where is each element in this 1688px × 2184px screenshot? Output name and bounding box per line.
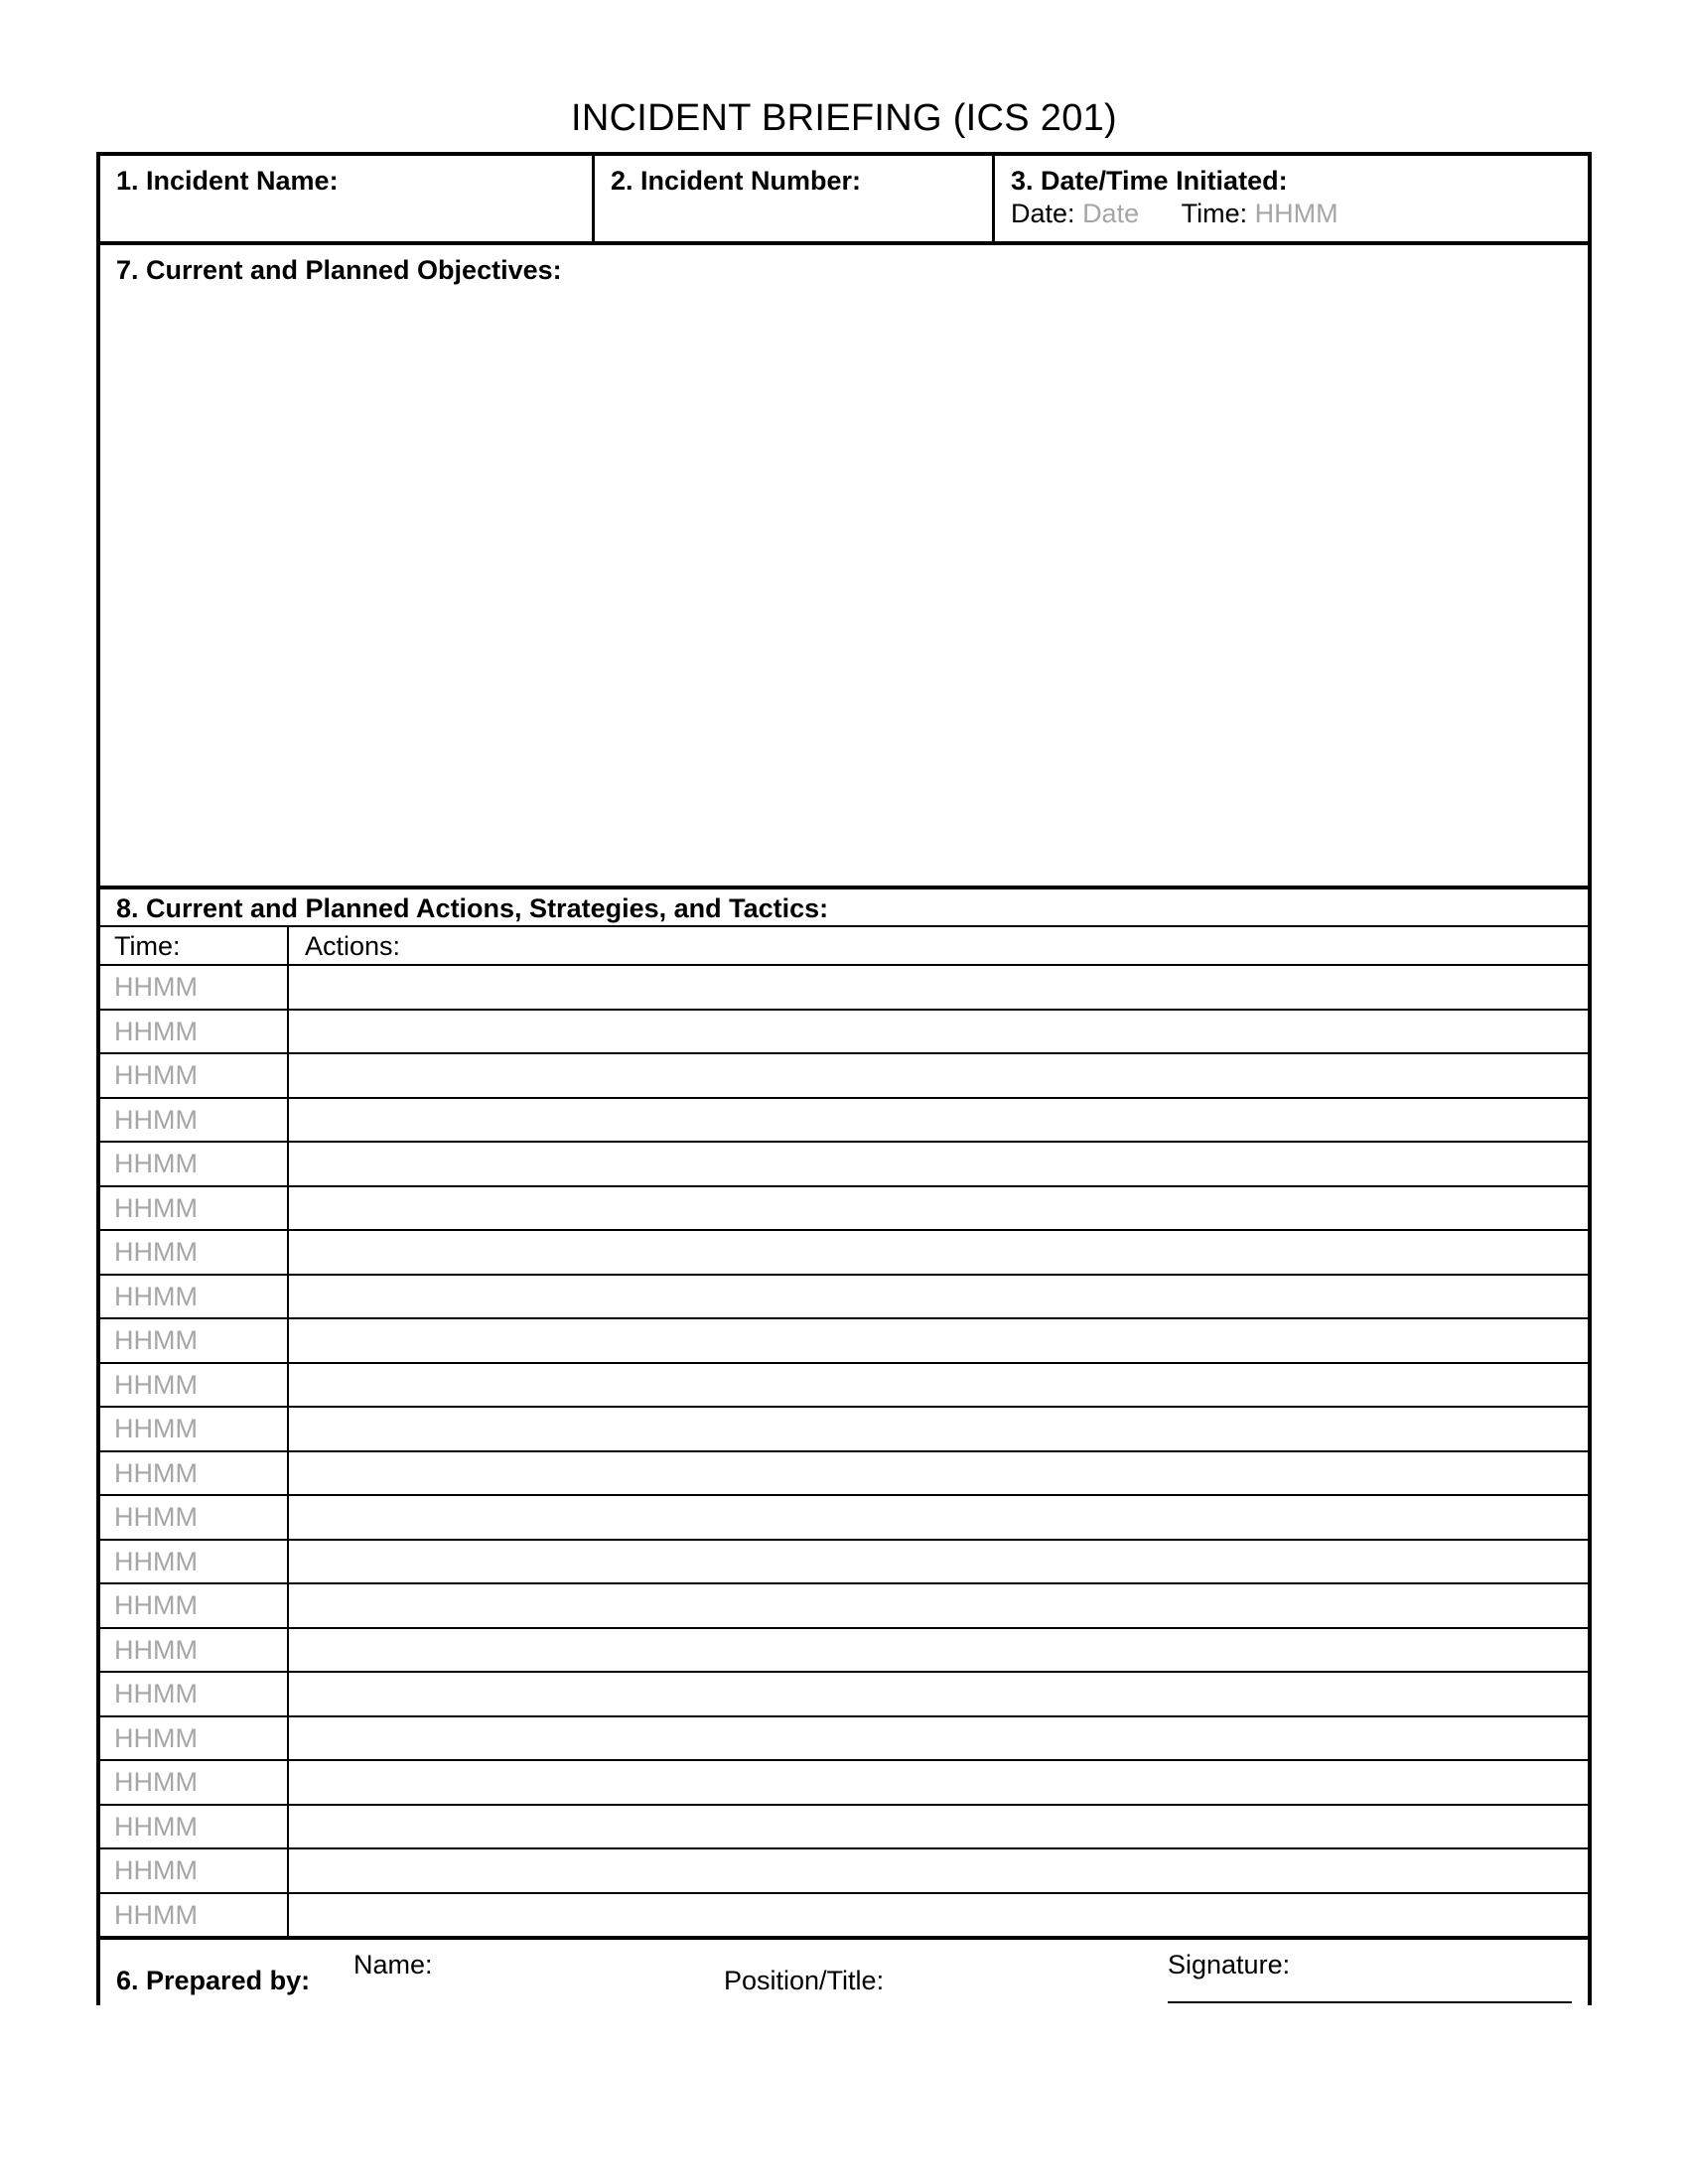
time-cell[interactable]: HHMM	[100, 1584, 289, 1627]
table-row	[100, 1231, 1588, 1276]
action-cell[interactable]	[291, 1319, 1588, 1362]
table-row	[100, 1452, 1588, 1497]
time-cell[interactable]: HHMM	[100, 1319, 289, 1362]
action-cell[interactable]	[291, 1894, 1588, 1937]
incident-number-field[interactable]	[595, 156, 995, 241]
action-cell[interactable]	[291, 1231, 1588, 1274]
action-cell[interactable]	[291, 1717, 1588, 1760]
time-cell[interactable]: HHMM	[100, 1099, 289, 1142]
time-cell[interactable]: HHMM	[100, 1496, 289, 1539]
action-cell[interactable]	[291, 1187, 1588, 1230]
action-cell[interactable]	[291, 1584, 1588, 1627]
table-row	[100, 966, 1588, 1011]
action-cell[interactable]	[291, 1541, 1588, 1583]
table-row	[100, 1496, 1588, 1541]
time-cell[interactable]: HHMM	[100, 1408, 289, 1450]
action-cell[interactable]	[291, 1496, 1588, 1539]
action-cell[interactable]	[291, 1099, 1588, 1142]
time-cell[interactable]: HHMM	[100, 1629, 289, 1672]
action-cell[interactable]	[291, 1408, 1588, 1450]
time-cell[interactable]: HHMM	[100, 1364, 289, 1407]
position-title-label: Position/Title:	[724, 1966, 885, 1995]
table-row	[100, 1541, 1588, 1585]
action-cell[interactable]	[291, 1761, 1588, 1804]
form-title: INCIDENT BRIEFING (ICS 201)	[570, 97, 1118, 139]
actions-section-header	[100, 889, 1588, 927]
date-time-initiated-field	[995, 156, 1588, 241]
table-row	[100, 1629, 1588, 1674]
action-cell[interactable]	[291, 1143, 1588, 1185]
time-cell[interactable]: HHMM	[100, 1761, 289, 1804]
time-cell[interactable]: HHMM	[100, 1187, 289, 1230]
time-column-header: Time:	[100, 927, 289, 964]
time-cell[interactable]: HHMM	[100, 1717, 289, 1760]
header-row	[100, 156, 1588, 245]
incident-name-label: 1. Incident Name:	[116, 166, 339, 196]
time-cell[interactable]: HHMM	[100, 1452, 289, 1495]
incident-number-label: 2. Incident Number:	[611, 166, 862, 196]
action-cell[interactable]	[291, 1673, 1588, 1715]
signature-label: Signature:	[1168, 1950, 1291, 1979]
objectives-section[interactable]	[100, 245, 1588, 889]
table-row	[100, 1143, 1588, 1187]
time-cell[interactable]: HHMM	[100, 1143, 289, 1185]
action-cell[interactable]	[291, 966, 1588, 1009]
table-row	[100, 1319, 1588, 1364]
table-row	[100, 1408, 1588, 1452]
table-row	[100, 1187, 1588, 1232]
objectives-label: 7. Current and Planned Objectives:	[116, 255, 562, 285]
time-cell[interactable]: HHMM	[100, 1806, 289, 1848]
action-cell[interactable]	[291, 1452, 1588, 1495]
time-cell[interactable]: HHMM	[100, 1673, 289, 1715]
actions-table-header	[100, 927, 1588, 966]
date-time-values	[1011, 199, 1338, 229]
time-label: Time:	[1181, 199, 1248, 228]
action-cell[interactable]	[291, 1054, 1588, 1097]
date-time-initiated-label: 3. Date/Time Initiated:	[1011, 166, 1288, 196]
table-row	[100, 1717, 1588, 1762]
actions-label: 8. Current and Planned Actions, Strategies, and Tactics:	[116, 893, 829, 923]
action-cell[interactable]	[291, 1849, 1588, 1892]
time-cell[interactable]: HHMM	[100, 1894, 289, 1937]
table-row	[100, 1276, 1588, 1320]
action-cell[interactable]	[291, 1276, 1588, 1318]
time-cell[interactable]: HHMM	[100, 966, 289, 1009]
incident-name-field[interactable]	[100, 156, 595, 241]
table-row	[100, 1894, 1588, 1941]
table-row	[100, 1364, 1588, 1409]
time-cell[interactable]: HHMM	[100, 1541, 289, 1583]
time-cell[interactable]: HHMM	[100, 1231, 289, 1274]
signature-line[interactable]	[1168, 2001, 1572, 2003]
time-input[interactable]: HHMM	[1254, 199, 1338, 228]
action-cell[interactable]	[291, 1806, 1588, 1848]
table-row	[100, 1673, 1588, 1717]
table-row	[100, 1099, 1588, 1144]
table-row	[100, 1054, 1588, 1099]
name-label: Name:	[353, 1950, 433, 1979]
actions-column-header: Actions:	[305, 931, 401, 961]
prepared-by-label: 6. Prepared by:	[116, 1966, 311, 1995]
action-cell[interactable]	[291, 1011, 1588, 1053]
action-cell[interactable]	[291, 1629, 1588, 1672]
table-row	[100, 1849, 1588, 1894]
table-row	[100, 1011, 1588, 1055]
action-cell[interactable]	[291, 1364, 1588, 1407]
date-label: Date:	[1011, 199, 1075, 228]
time-cell[interactable]: HHMM	[100, 1276, 289, 1318]
time-cell[interactable]: HHMM	[100, 1011, 289, 1053]
time-cell[interactable]: HHMM	[100, 1054, 289, 1097]
prepared-by-section	[100, 1940, 1588, 2019]
table-row	[100, 1806, 1588, 1850]
table-row	[100, 1584, 1588, 1629]
table-row	[100, 1761, 1588, 1806]
ics-201-form	[96, 152, 1592, 2005]
actions-section	[100, 889, 1588, 1940]
actions-table-body	[100, 966, 1588, 1940]
time-cell[interactable]: HHMM	[100, 1849, 289, 1892]
date-input[interactable]: Date	[1082, 199, 1140, 228]
